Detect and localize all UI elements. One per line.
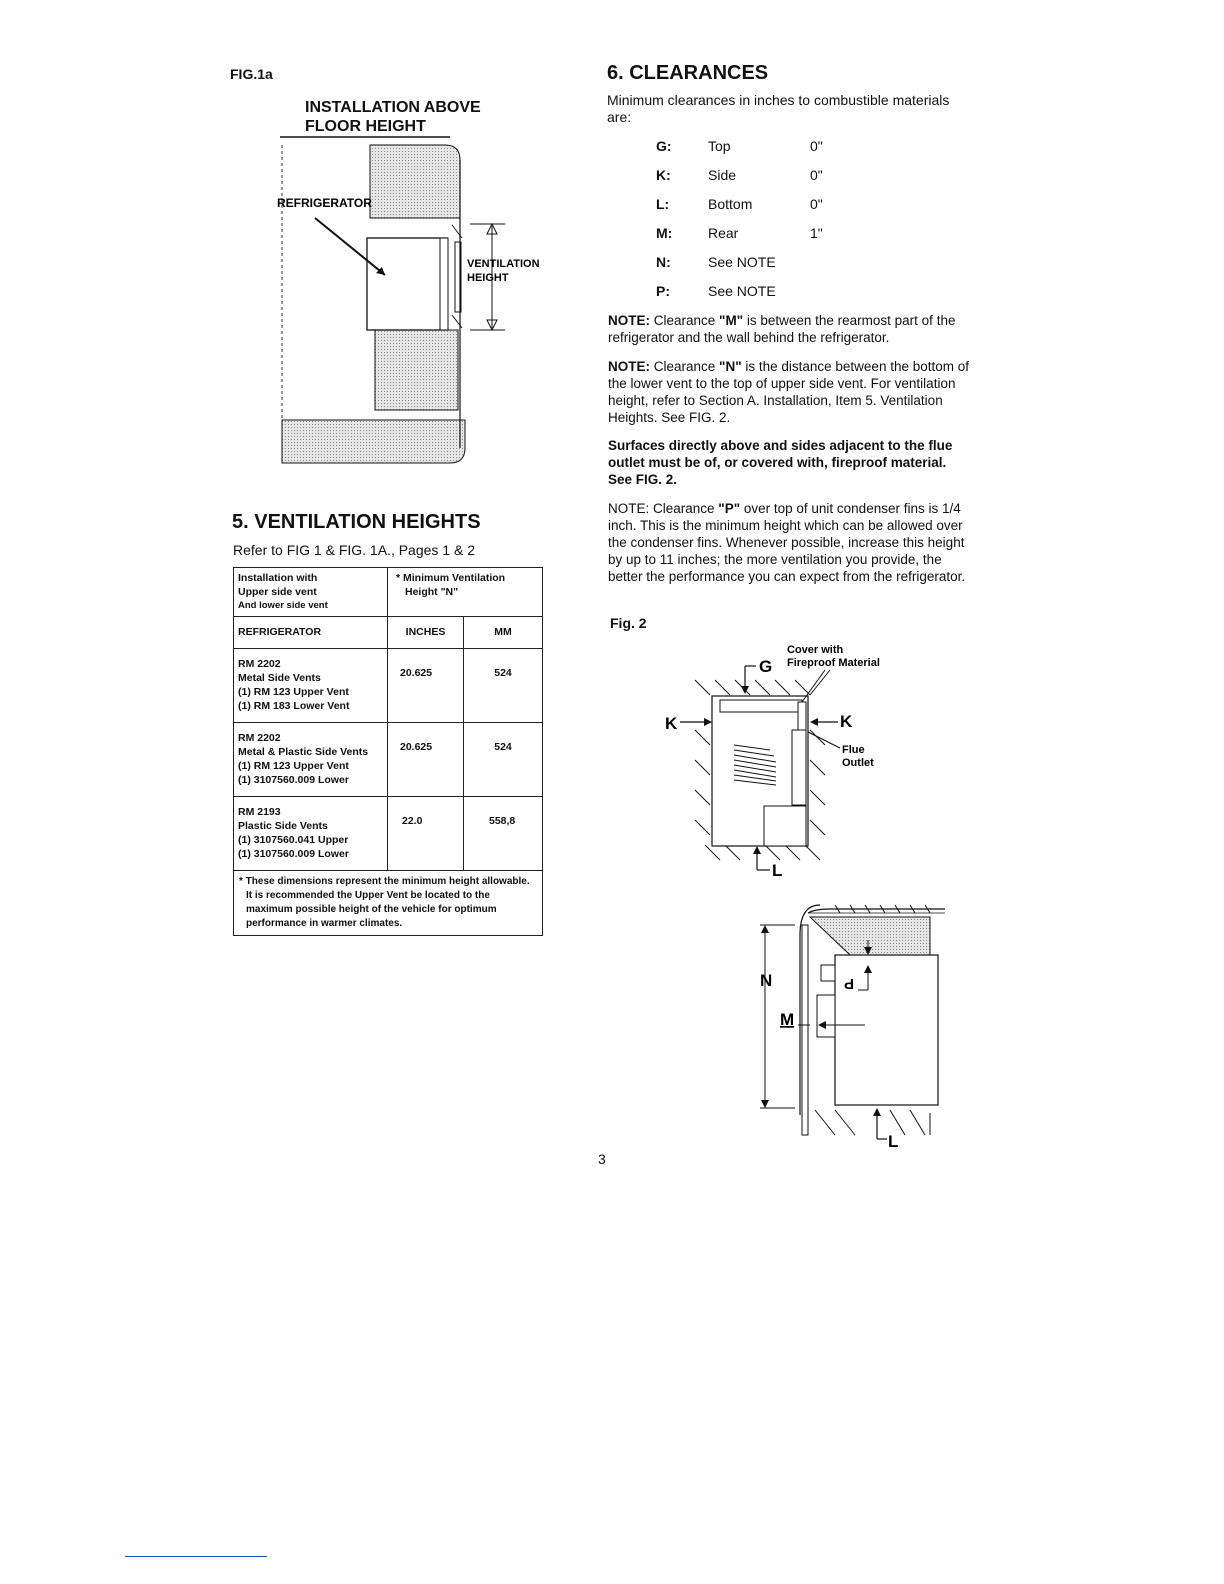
table-header-row: Installation with Upper side vent And lower side vent * Minimum Ventilation Height "N" (234, 568, 543, 617)
figure-1a-label: FIG.1a (230, 66, 273, 82)
label-g: G (759, 657, 773, 676)
list-item: M: Rear 1" (656, 225, 823, 241)
table-row: RM 2202 Metal Side Vents (1) RM 123 Upper Vent (1) RM 183 Lower Vent 20.625 524 (234, 649, 543, 723)
list-item: L: Bottom 0" (656, 196, 823, 212)
upper-cabinet (370, 145, 460, 218)
label-p: P (843, 975, 854, 992)
clearances-intro: Minimum clearances in inches to combustible materials are: (607, 92, 950, 125)
label-k-left: K (665, 714, 678, 733)
label-n: N (760, 971, 773, 990)
ventilation-label-line2: HEIGHT (467, 272, 509, 284)
table-footnote: * These dimensions represent the minimum height allowable. It is recommended the Upper Vent be located to the maximum possible height of the vehicle for optimum performance in warmer climates. (234, 871, 543, 936)
ventilation-heading: 5. VENTILATION HEIGHTS (232, 511, 481, 533)
table-column-header-row: REFRIGERATOR INCHES MM (234, 617, 543, 649)
figure-2-side-diagram (740, 895, 950, 1155)
table-row: RM 2193 Plastic Side Vents (1) 3107560.041 Upper (1) 3107560.009 Lower 22.0 558,8 (234, 797, 543, 871)
figure-2-label: Fig. 2 (610, 615, 647, 631)
page-number: 3 (598, 1151, 606, 1167)
installation-diagram (270, 130, 560, 510)
footer-link-underline (125, 1556, 267, 1557)
note-clearance-m: NOTE: Clearance "M" is between the rearmost part of the refrigerator and the wall behind the refrigerator. (608, 313, 956, 345)
refrigerator-label: REFRIGERATOR (277, 196, 372, 210)
figure-2-front-diagram (660, 640, 900, 880)
list-item: G: Top 0" (656, 138, 823, 154)
table-row: RM 2202 Metal & Plastic Side Vents (1) RM 123 Upper Vent (1) 3107560.009 Lower 20.625 524 (234, 723, 543, 797)
note-clearance-p: NOTE: Clearance "P" over top of unit condenser fins is 1/4 inch. This is the minimum height which can be allowed over the condenser fins. Whenever possible, increase this height by up to 11 inches; the more ventilation you provide, the better the performance you can expect from the refrigerator. (608, 501, 966, 584)
floor-cabinet (282, 420, 465, 463)
fireproof-warning: Surfaces directly above and sides adjacent to the flue outlet must be of, or covered with, fireproof material. See FIG. 2. (608, 438, 953, 487)
label-m: M (780, 1010, 795, 1029)
figure-1a-title-line1: INSTALLATION ABOVE (305, 99, 481, 116)
figure-1a-title-line2: FLOOR HEIGHT (305, 118, 426, 135)
label-k-right: K (840, 712, 853, 731)
ventilation-table (233, 567, 543, 936)
refrigerator-box (367, 238, 447, 330)
cover-label-line1: Cover with (787, 644, 844, 656)
clearances-list (656, 138, 823, 312)
list-item: P: See NOTE (656, 283, 776, 299)
lower-cabinet (375, 330, 458, 410)
list-item: N: See NOTE (656, 254, 776, 270)
clearances-heading: 6. CLEARANCES (607, 62, 769, 84)
note-clearance-n: NOTE: Clearance "N" is the distance between the bottom of the lower vent to the top of upper side vent. For ventilation height, refer to Section A. Installation, Item 5. Ventilation Heights. See FIG. 2. (608, 359, 969, 425)
flue-label-line2: Outlet (842, 757, 874, 769)
list-item: K: Side 0" (656, 167, 823, 183)
ventilation-label-line1: VENTILATION (467, 258, 540, 270)
label-l-bottom: L (888, 1132, 899, 1151)
label-l-top: L (772, 861, 783, 880)
flue-label-line1: Flue (842, 744, 865, 756)
cover-label-line2: Fireproof Material (787, 657, 880, 669)
ventilation-subtitle: Refer to FIG 1 & FIG. 1A., Pages 1 & 2 (233, 542, 475, 558)
table-footnote-row (234, 871, 543, 936)
